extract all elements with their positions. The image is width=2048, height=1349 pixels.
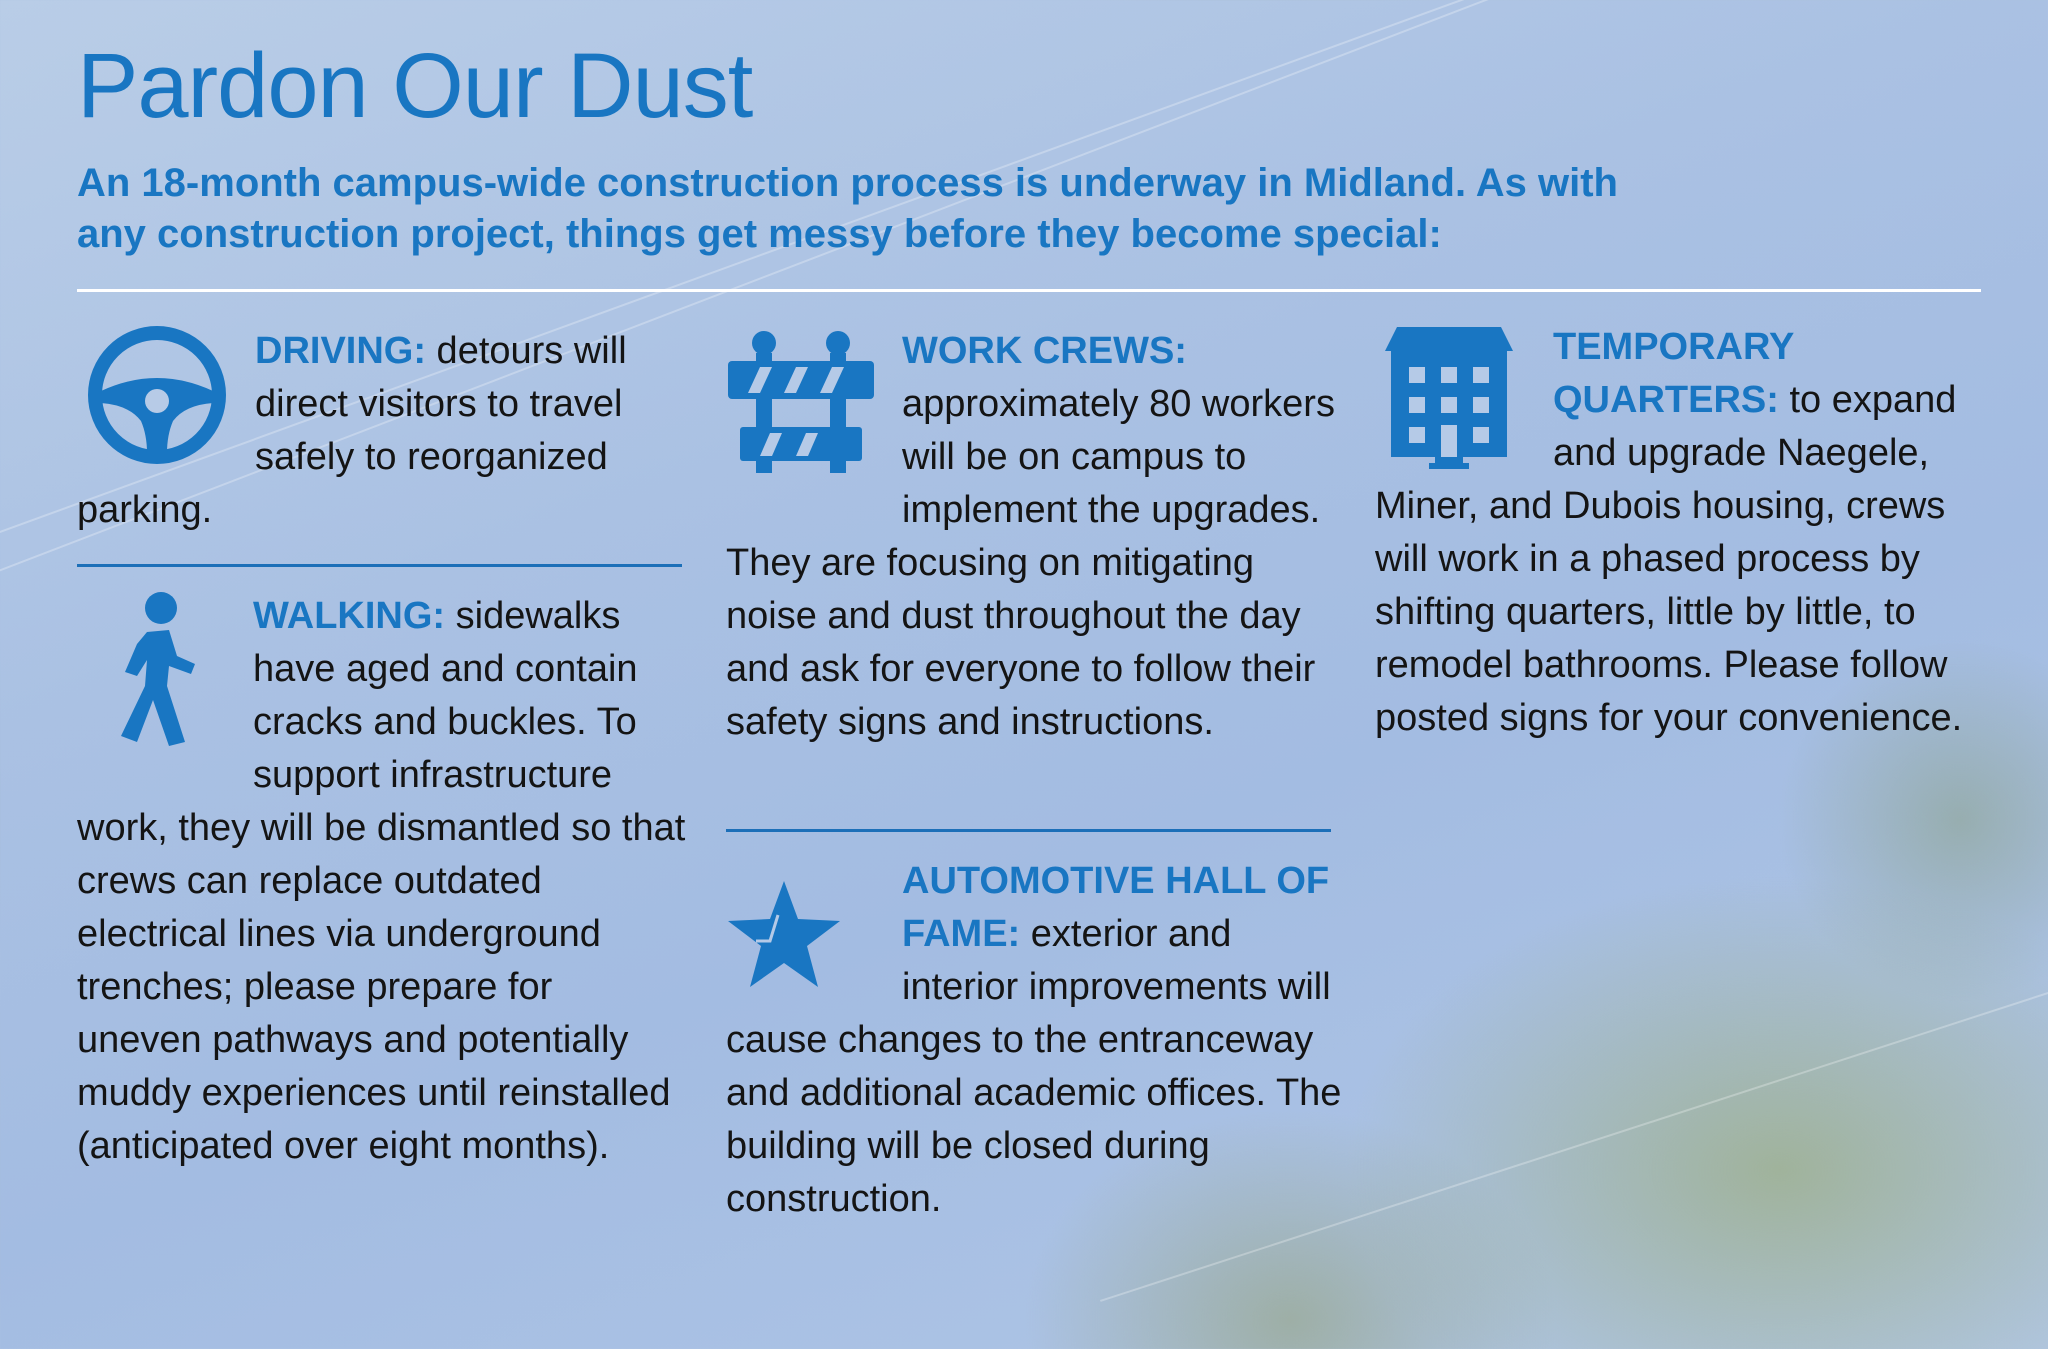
pedestrian-walking-icon: [111, 590, 211, 750]
building-icon: [1383, 325, 1515, 471]
work-crews-body: approximately 80 workers will be on campus to implement the upgrades. They are focusing on mitigating noise and dust throughout the day and ask for everyone to follow their safety signs and instructions.: [726, 383, 1335, 743]
section-divider: [726, 829, 1331, 832]
section-automotive-hall-of-fame: [726, 855, 1346, 1226]
section-work-crews: [726, 325, 1346, 749]
header-divider: [77, 289, 1981, 292]
walking-body: sidewalks have aged and contain cracks and buckles. To support infrastructure work, they will be dismantled so that crews can replace outdated electrical lines via underground trenches; please prepare for uneven pathways and potentially muddy experiences until reinstalled (anticipated over eight months).: [77, 595, 686, 1167]
section-driving: [77, 325, 687, 537]
hall-of-fame-body: exterior and interior improvements will cause changes to the entranceway and additional academic offices. The building will be closed during construction.: [726, 913, 1342, 1220]
section-temporary-quarters: [1375, 321, 1975, 745]
temporary-quarters-heading: TEMPORARY QUARTERS:: [1553, 326, 1794, 421]
steering-wheel-icon: [87, 325, 227, 465]
hall-of-fame-heading: AUTOMOTIVE HALL OF FAME:: [902, 860, 1330, 955]
temporary-quarters-body: to expand and upgrade Naegele, Miner, and Dubois housing, crews will work in a phased process by shifting quarters, little by little, to remodel bathrooms. Please follow posted signs for your convenience.: [1375, 379, 1963, 739]
driving-heading: DRIVING:: [255, 330, 426, 372]
star-icon: [726, 879, 842, 989]
walking-heading: WALKING:: [253, 595, 446, 637]
page-title: Pardon Our Dust: [77, 35, 753, 137]
work-crews-heading: WORK CREWS:: [902, 330, 1187, 372]
section-walking: [77, 590, 687, 1173]
driving-body: detours will direct visitors to travel safely to reorganized parking.: [77, 330, 627, 531]
section-divider: [77, 564, 682, 567]
construction-barrier-icon: [726, 329, 876, 479]
page-subtitle: An 18-month campus-wide construction process is underway in Midland. As with any construction project, things get messy before they become special:: [77, 161, 1618, 256]
